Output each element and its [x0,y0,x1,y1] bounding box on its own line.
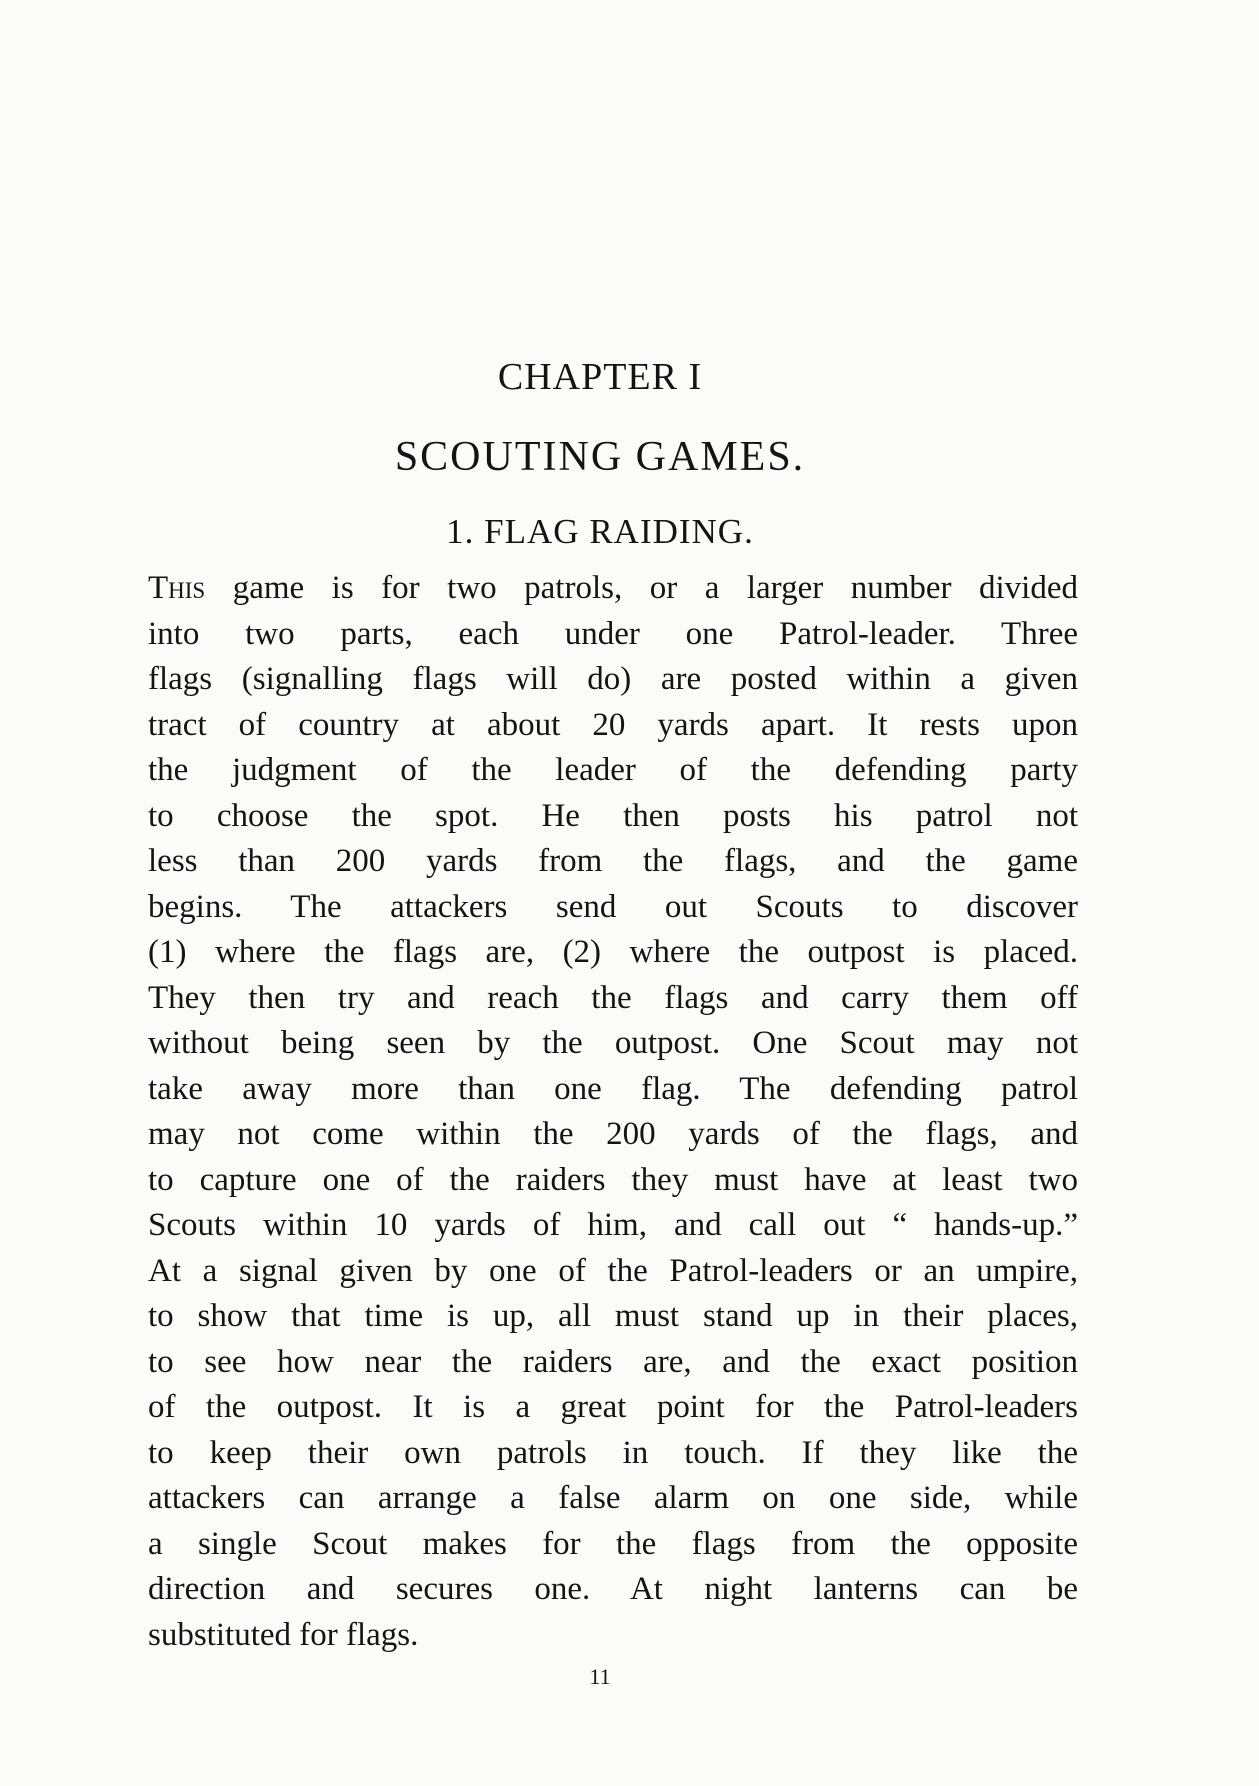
text-line: less than 200 yards from the flags, and the game [148,843,1078,879]
text-line: may not come within the 200 yards of the flags, and [148,1116,1078,1152]
section-heading: 1. FLAG RAIDING. [446,512,754,551]
text-line: substituted for flags. [148,1616,419,1653]
text-line: attackers can arrange a false alarm on one side, while [148,1480,1078,1516]
text-line: Scouts within 10 yards of him, and call out “ hands-up.” [148,1207,1078,1243]
chapter-label: CHAPTER I [497,356,703,398]
text-line: take away more than one flag. The defending patrol [148,1070,1078,1107]
text-line: into two parts, each under one Patrol-leader. Three [148,615,1078,652]
text-line [148,566,1078,612]
chapter-title: SCOUTING GAMES. [394,434,806,480]
text-line: tract of country at about 20 yards apart. It rests upon [148,706,1078,743]
page-number: 11 [589,1664,611,1689]
text-line: to keep their own patrols in touch. If they like the [148,1434,1078,1471]
text-line: without being seen by the outpost. One Scout may not [148,1025,1078,1061]
text-line: a single Scout makes for the flags from the opposite [148,1525,1078,1562]
text-line: They then try and reach the flags and carry them off [148,979,1078,1016]
text-line-content: game is for two patrols, or a larger number divided [205,570,1078,606]
text-line: begins. The attackers send out Scouts to discover [148,888,1078,925]
text-line: direction and secures one. At night lanterns can be [148,1571,1078,1607]
text-line: the judgment of the leader of the defending party [148,752,1078,788]
text-line: At a signal given by one of the Patrol-leaders or an umpire, [148,1252,1078,1289]
text-line: to show that time is up, all must stand up in their places, [148,1298,1078,1334]
text-line: (1) where the flags are, (2) where the outpost is placed. [148,934,1078,970]
body-paragraph [148,566,1078,1658]
lead-word: This [148,570,206,606]
text-line: to see how near the raiders are, and the exact position [148,1343,1078,1380]
text-line: to choose the spot. He then posts his patrol not [148,797,1078,834]
text-line: of the outpost. It is a great point for the Patrol-leaders [148,1389,1078,1425]
text-line: to capture one of the raiders they must have at least two [148,1161,1078,1198]
text-line: flags (signalling flags will do) are posted within a given [148,661,1078,697]
